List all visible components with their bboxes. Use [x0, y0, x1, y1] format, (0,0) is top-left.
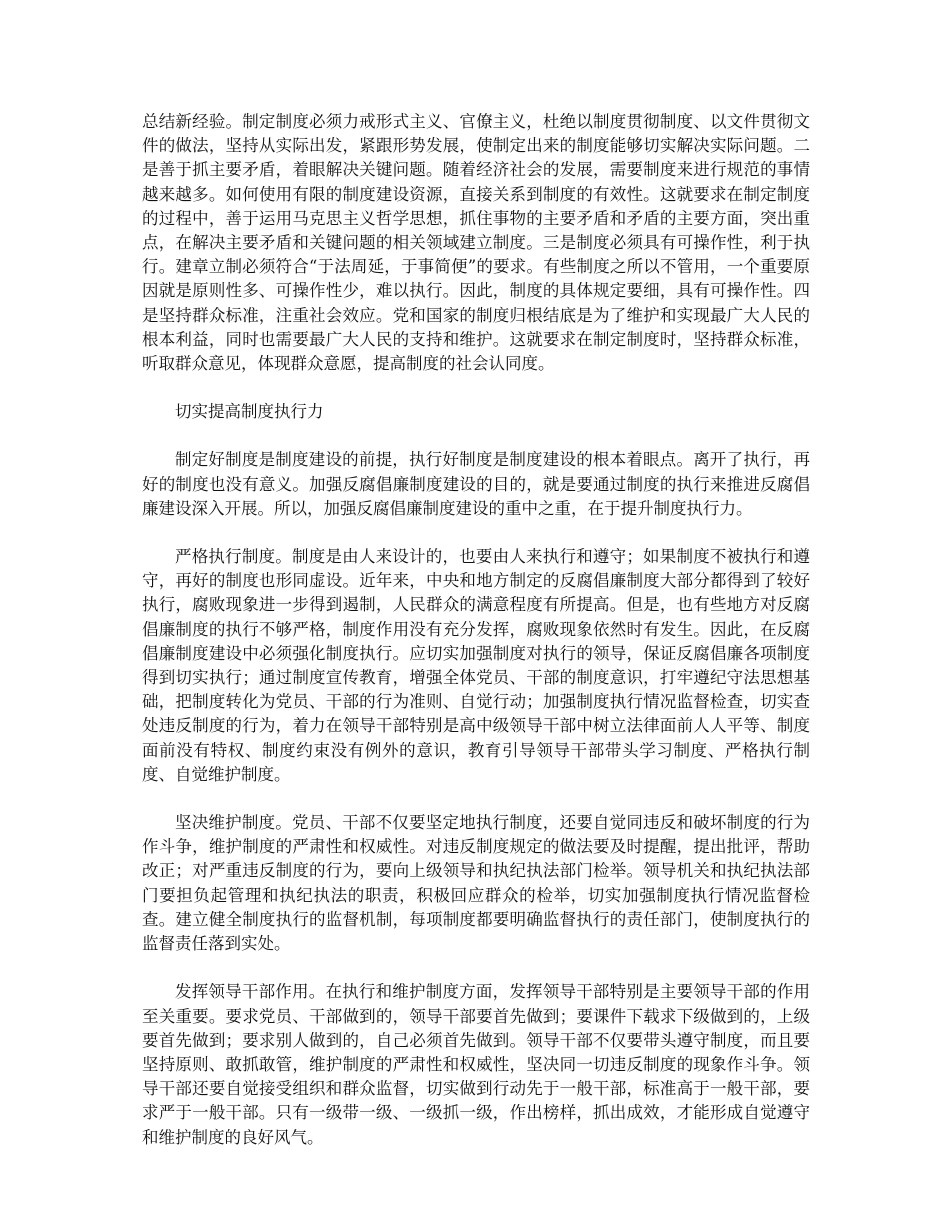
- paragraph-maintain-system: 坚决维护制度。党员、干部不仅要坚定地执行制度，还要自觉同违反和破坏制度的行为作斗争，维护制度的严肃性和权威性。对违反制度规定的做法要及时提醒，提出批评，帮助改正；对严重违反制度的行为，要向上级领导和执纪执法部门检举。领导机关和执纪执法部门要担负起管理和执纪执法的职责，积极回应群众的检举，切实加强制度执行情况监督检查。建立健全制度执行的监督机制，每项制度都要明确监督执行的责任部门，使制度执行的监督责任落到实处。: [142, 813, 810, 954]
- section-heading: 切实提高制度执行力: [175, 402, 324, 422]
- paragraph-continuation: 总结新经验。制定制度必须力戒形式主义、官僚主义，杜绝以制度贯彻制度、以文件贯彻文件的做法，坚持从实际出发，紧跟形势发展，使制定出来的制度能够切实解决实际问题。二是善于抓主要矛盾，着眼解决关键问题。随着经济社会的发展，需要制度来进行规范的事情越来越多。如何使用有限的制度建设资源，直接关系到制度的有效性。这就要求在制定制度的过程中，善于运用马克思主义哲学思想，抓住事物的主要矛盾和矛盾的主要方面，突出重点，在解决主要矛盾和关键问题的相关领域建立制度。三是制度必须具有可操作性，利于执行。建章立制必须符合“于法周延，于事简便”的要求。有些制度之所以不管用，一个重要原因就是原则性多、可操作性少，难以执行。因此，制度的具体规定要细，具有可操作性。四是坚持群众标准，注重社会效应。党和国家的制度归根结底是为了维护和实现最广大人民的根本利益，同时也需要最广大人民的支持和维护。这就要求在制定制度时，坚持群众标准，听取群众意见，体现群众意愿，提高制度的社会认同度。: [142, 112, 810, 374]
- document-page: [142, 110, 810, 1174]
- paragraph-intro: 制定好制度是制度建设的前提，执行好制度是制度建设的根本着眼点。离开了执行，再好的制度也没有意义。加强反腐倡廉制度建设的目的，就是要通过制度的执行来推进反腐倡廉建设深入开展。所以，加强反腐倡廉制度建设的重中之重，在于提升制度执行力。: [142, 450, 810, 518]
- paragraph-leadership-role: 发挥领导干部作用。在执行和维护制度方面，发挥领导干部特别是主要领导干部的作用至关重要。要求党员、干部做到的，领导干部要首先做到；要课件下载求下级做到的，上级要首先做到；要求别人做到的，自己必须首先做到。领导干部不仅要带头遵守制度，而且要坚持原则、敢抓敢管，维护制度的严肃性和权威性，坚决同一切违反制度的现象作斗争。领导干部还要自觉接受组织和群众监督，切实做到行动先于一般干部，标准高于一般干部，要求严于一般干部。只有一级带一级、一级抓一级，作出榜样，抓出成效，才能形成自觉遵守和维护制度的良好风气。: [142, 982, 810, 1147]
- paragraph-strict-execution: 严格执行制度。制度是由人来设计的，也要由人来执行和遵守；如果制度不被执行和遵守，再好的制度也形同虚设。近年来，中央和地方制定的反腐倡廉制度大部分都得到了较好执行，腐败现象进一步得到遏制，人民群众的满意程度有所提高。但是，也有些地方对反腐倡廉制度的执行不够严格，制度作用没有充分发挥，腐败现象依然时有发生。因此，在反腐倡廉制度建设中必须强化制度执行。应切实加强制度对执行的领导，保证反腐倡廉各项制度得到切实执行；通过制度宣传教育，增强全体党员、干部的制度意识，打牢遵纪守法思想基础，把制度转化为党员、干部的行为准则、自觉行动；加强制度执行情况监督检查，切实查处违反制度的行为，着力在领导干部特别是高中级领导干部中树立法律面前人人平等、制度面前没有特权、制度约束没有例外的意识，教育引导领导干部带头学习制度、严格执行制度、自觉维护制度。: [142, 547, 810, 784]
